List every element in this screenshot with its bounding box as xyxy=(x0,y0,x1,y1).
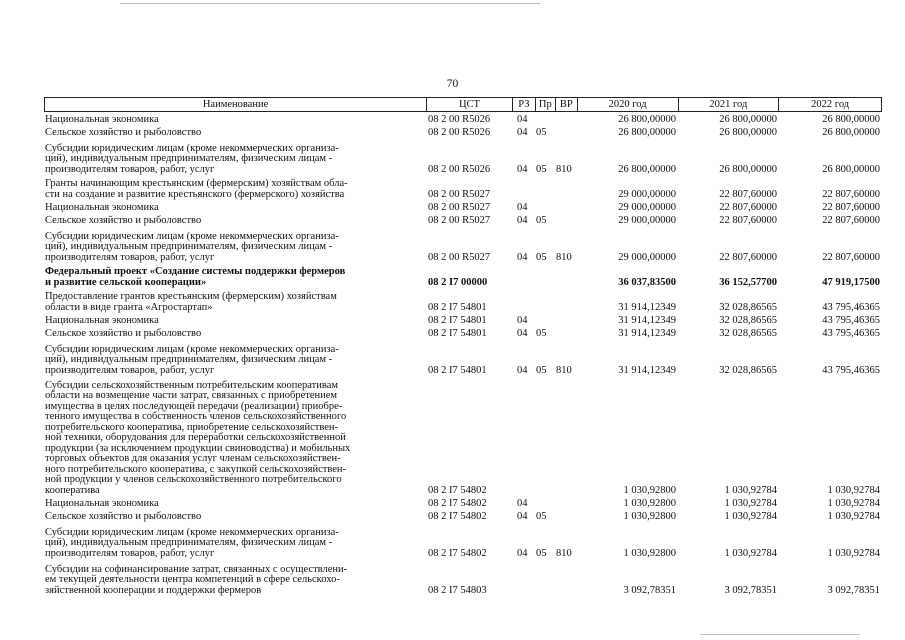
row-amount-2021: 36 152,57700 xyxy=(719,276,777,288)
row-name-line: ной техники, оборудования для переработки сельскохозяйственной xyxy=(45,432,346,443)
row-cst: 08 2 I7 54802 xyxy=(428,484,487,496)
table-row xyxy=(44,339,882,376)
row-amount-2022: 47 919,17500 xyxy=(822,276,880,288)
row-vr: 810 xyxy=(556,251,572,263)
row-cst: 08 2 00 R5026 xyxy=(428,126,491,138)
row-cst: 08 2 I7 54802 xyxy=(428,547,487,559)
table-header xyxy=(44,97,882,112)
row-name-line: Сельское хозяйство и рыболовство xyxy=(45,327,202,339)
row-name-line: Сельское хозяйство и рыболовство xyxy=(45,510,202,522)
row-rz: 04 xyxy=(517,327,528,339)
row-vr: 810 xyxy=(556,364,572,376)
row-amount-2022: 26 800,00000 xyxy=(822,163,880,175)
row-cst: 08 2 I7 54803 xyxy=(428,584,487,596)
table-row xyxy=(44,125,882,138)
row-cst: 08 2 I7 54802 xyxy=(428,510,487,522)
table-row xyxy=(44,138,882,175)
row-cst: 08 2 I7 54801 xyxy=(428,327,487,339)
table-row xyxy=(44,522,882,559)
row-name-line: ем текущей деятельности центра компетенций в сфере сельскохо- xyxy=(45,574,340,585)
row-amount-2020: 3 092,78351 xyxy=(623,584,676,596)
header-pr: Пр xyxy=(535,98,555,111)
row-name xyxy=(44,316,426,327)
scan-artifact xyxy=(120,3,540,4)
row-name-line: Субсидии юридическим лицам (кроме некоммерческих организа- xyxy=(45,230,339,242)
row-pr: 05 xyxy=(536,327,547,339)
row-name-line: области в виде гранта «Агростартап» xyxy=(45,301,213,313)
row-name-line: ций), индивидуальным предпринимателям, физическим лицам - xyxy=(45,153,333,164)
row-amount-2021: 3 092,78351 xyxy=(724,584,777,596)
row-amount-2022: 1 030,92784 xyxy=(827,547,880,559)
row-name-line: Национальная экономика xyxy=(45,201,159,213)
row-name xyxy=(44,292,426,313)
row-amount-2022: 1 030,92784 xyxy=(827,497,880,509)
table-row xyxy=(44,559,882,596)
row-name xyxy=(44,345,426,377)
row-name-line: ций), индивидуальным предпринимателям, физическим лицам - xyxy=(45,354,333,365)
row-name-line: ций), индивидуальным предпринимателям, физическим лицам - xyxy=(45,537,333,548)
row-name-line: Национальная экономика xyxy=(45,314,159,326)
row-cst: 08 2 00 R5027 xyxy=(428,214,491,226)
row-rz: 04 xyxy=(517,364,528,376)
table-row xyxy=(44,326,882,339)
row-amount-2022: 43 795,46365 xyxy=(822,364,880,376)
row-cst: 08 2 00 R5027 xyxy=(428,188,491,200)
row-amount-2021: 32 028,86565 xyxy=(719,327,777,339)
row-name-line: зяйственной кооперации и поддержки фермеров xyxy=(45,584,262,596)
row-amount-2020: 31 914,12349 xyxy=(618,364,676,376)
row-amount-2021: 1 030,92784 xyxy=(724,484,777,496)
row-amount-2020: 29 000,00000 xyxy=(618,201,676,213)
row-name-line: Субсидии на софинансирование затрат, связанных с осуществлени- xyxy=(45,563,348,575)
row-vr: 810 xyxy=(556,163,572,175)
row-name-line: кооператива xyxy=(45,484,100,496)
row-amount-2021: 26 800,00000 xyxy=(719,126,777,138)
row-amount-2020: 36 037,83500 xyxy=(618,276,676,288)
row-amount-2021: 22 807,60000 xyxy=(719,214,777,226)
row-amount-2020: 1 030,92800 xyxy=(623,510,676,522)
row-name xyxy=(44,203,426,214)
row-name-line: Субсидии сельскохозяйственным потребительским кооперативам xyxy=(45,379,339,391)
row-rz: 04 xyxy=(517,126,528,138)
row-name xyxy=(44,565,426,597)
table-row xyxy=(44,175,882,200)
table-row xyxy=(44,288,882,313)
row-amount-2020: 31 914,12349 xyxy=(618,327,676,339)
row-pr: 05 xyxy=(536,510,547,522)
row-amount-2021: 22 807,60000 xyxy=(719,251,777,263)
row-pr: 05 xyxy=(536,214,547,226)
row-name-line: производителям товаров, работ, услуг xyxy=(45,163,215,175)
row-amount-2022: 43 795,46365 xyxy=(822,314,880,326)
row-vr: 810 xyxy=(556,547,572,559)
row-name xyxy=(44,179,426,200)
row-pr: 05 xyxy=(536,547,547,559)
row-name xyxy=(44,128,426,139)
row-amount-2020: 26 800,00000 xyxy=(618,126,676,138)
row-rz: 04 xyxy=(517,314,528,326)
row-name-line: производителям товаров, работ, услуг xyxy=(45,547,215,559)
row-name-line: производителям товаров, работ, услуг xyxy=(45,251,215,263)
row-name xyxy=(44,216,426,227)
header-rz: РЗ xyxy=(512,98,535,111)
row-name-line: Предоставление грантов крестьянским (фермерским) хозяйствам xyxy=(45,291,337,302)
row-amount-2021: 26 800,00000 xyxy=(719,113,777,125)
scan-artifact xyxy=(700,634,860,635)
row-name-line: имущества в целях последующей передачи (реализации) приобре- xyxy=(45,400,343,412)
row-name-line: Сельское хозяйство и рыболовство xyxy=(45,214,202,226)
row-cst: 08 2 I7 54801 xyxy=(428,364,487,376)
row-name xyxy=(44,115,426,126)
row-name xyxy=(44,512,426,523)
row-amount-2022: 22 807,60000 xyxy=(822,201,880,213)
page-number: 70 xyxy=(446,78,459,90)
header-2021: 2021 год xyxy=(678,98,779,111)
row-name-line: потребительского кооператива, приобретение сельскохозяйствен- xyxy=(45,421,338,433)
table-row xyxy=(44,112,882,125)
table-row xyxy=(44,496,882,509)
row-name-line: торговых объектов для оказания услуг членам сельскохозяйствен- xyxy=(45,453,341,464)
row-amount-2020: 31 914,12349 xyxy=(618,301,676,313)
row-name-line: Федеральный проект «Создание системы поддержки фермеров xyxy=(45,266,346,277)
row-amount-2020: 29 000,00000 xyxy=(618,214,676,226)
row-amount-2021: 22 807,60000 xyxy=(719,201,777,213)
table-row xyxy=(44,263,882,288)
row-cst: 08 2 00 R5026 xyxy=(428,163,491,175)
row-amount-2020: 31 914,12349 xyxy=(618,314,676,326)
row-name-line: сти на создание и развитие крестьянского (фермерского) хозяйства xyxy=(45,188,345,200)
row-name-line: ного потребительского кооператива, с закупкой сельскохозяйствен- xyxy=(45,463,346,475)
table-row xyxy=(44,313,882,326)
row-amount-2022: 43 795,46365 xyxy=(822,327,880,339)
header-2020: 2020 год xyxy=(577,98,678,111)
row-cst: 08 2 00 R5027 xyxy=(428,201,491,213)
row-name xyxy=(44,232,426,264)
row-pr: 05 xyxy=(536,163,547,175)
budget-table xyxy=(44,97,882,596)
row-amount-2022: 26 800,00000 xyxy=(822,126,880,138)
row-name-line: Субсидии юридическим лицам (кроме некоммерческих организа- xyxy=(45,142,339,154)
row-name-line: и развитие сельской кооперации» xyxy=(45,276,207,288)
table-row xyxy=(44,226,882,263)
row-amount-2020: 1 030,92800 xyxy=(623,497,676,509)
row-rz: 04 xyxy=(517,547,528,559)
row-cst: 08 2 00 R5026 xyxy=(428,113,491,125)
row-pr: 05 xyxy=(536,126,547,138)
row-cst: 08 2 I7 54802 xyxy=(428,497,487,509)
row-rz: 04 xyxy=(517,113,528,125)
row-amount-2020: 29 000,00000 xyxy=(618,251,676,263)
row-name-line: ций), индивидуальным предпринимателям, физическим лицам - xyxy=(45,241,333,252)
row-amount-2021: 1 030,92784 xyxy=(724,510,777,522)
row-cst: 08 2 I7 54801 xyxy=(428,301,487,313)
row-name-line: Сельское хозяйство и рыболовство xyxy=(45,126,202,138)
row-amount-2022: 22 807,60000 xyxy=(822,251,880,263)
table-row xyxy=(44,213,882,226)
table-row xyxy=(44,376,882,496)
row-name xyxy=(44,144,426,176)
table-row xyxy=(44,509,882,522)
row-name-line: Гранты начинающим крестьянским (фермерским) хозяйствам обла- xyxy=(45,178,348,189)
row-amount-2020: 29 000,00000 xyxy=(618,188,676,200)
row-name-line: производителям товаров, работ, услуг xyxy=(45,364,215,376)
row-amount-2021: 32 028,86565 xyxy=(719,301,777,313)
row-rz: 04 xyxy=(517,251,528,263)
row-name-line: области на возмещение части затрат, связанных с приобретением xyxy=(45,390,338,401)
row-amount-2021: 32 028,86565 xyxy=(719,314,777,326)
row-rz: 04 xyxy=(517,201,528,213)
row-amount-2021: 32 028,86565 xyxy=(719,364,777,376)
row-cst: 08 2 I7 54801 xyxy=(428,314,487,326)
row-pr: 05 xyxy=(536,364,547,376)
row-amount-2021: 1 030,92784 xyxy=(724,547,777,559)
row-amount-2020: 26 800,00000 xyxy=(618,113,676,125)
row-amount-2020: 1 030,92800 xyxy=(623,547,676,559)
row-name xyxy=(44,329,426,340)
row-name xyxy=(44,499,426,510)
row-cst: 08 2 I7 00000 xyxy=(428,276,488,288)
row-amount-2021: 22 807,60000 xyxy=(719,188,777,200)
row-rz: 04 xyxy=(517,163,528,175)
row-amount-2020: 1 030,92800 xyxy=(623,484,676,496)
header-cst: ЦСТ xyxy=(426,98,512,111)
row-name-line: Национальная экономика xyxy=(45,497,159,509)
row-name-line: продукции (за исключением продукции свиноводства) и мобильных xyxy=(45,442,351,454)
table-body xyxy=(44,112,882,596)
row-amount-2022: 3 092,78351 xyxy=(827,584,880,596)
row-name xyxy=(44,528,426,560)
row-amount-2022: 26 800,00000 xyxy=(822,113,880,125)
row-name-line: ной продукции у членов сельскохозяйственного потребительского xyxy=(45,474,342,485)
row-cst: 08 2 00 R5027 xyxy=(428,251,491,263)
row-amount-2022: 1 030,92784 xyxy=(827,510,880,522)
row-name-line: Субсидии юридическим лицам (кроме некоммерческих организа- xyxy=(45,343,339,355)
row-rz: 04 xyxy=(517,214,528,226)
table-row xyxy=(44,200,882,213)
row-name xyxy=(44,267,426,288)
row-rz: 04 xyxy=(517,510,528,522)
row-amount-2021: 1 030,92784 xyxy=(724,497,777,509)
row-pr: 05 xyxy=(536,251,547,263)
row-amount-2022: 43 795,46365 xyxy=(822,301,880,313)
row-amount-2022: 22 807,60000 xyxy=(822,188,880,200)
row-amount-2022: 22 807,60000 xyxy=(822,214,880,226)
header-vr: ВР xyxy=(555,98,577,111)
row-amount-2020: 26 800,00000 xyxy=(618,163,676,175)
row-amount-2021: 26 800,00000 xyxy=(719,163,777,175)
header-2022: 2022 год xyxy=(778,98,881,111)
row-rz: 04 xyxy=(517,497,528,509)
row-amount-2022: 1 030,92784 xyxy=(827,484,880,496)
row-name-line: Национальная экономика xyxy=(45,113,159,125)
row-name-line: тенного имущества в собственность членов сельскохозяйственного xyxy=(45,411,347,422)
row-name-line: Субсидии юридическим лицам (кроме некоммерческих организа- xyxy=(45,526,339,538)
header-name: Наименование xyxy=(202,99,269,110)
row-name xyxy=(44,381,426,497)
